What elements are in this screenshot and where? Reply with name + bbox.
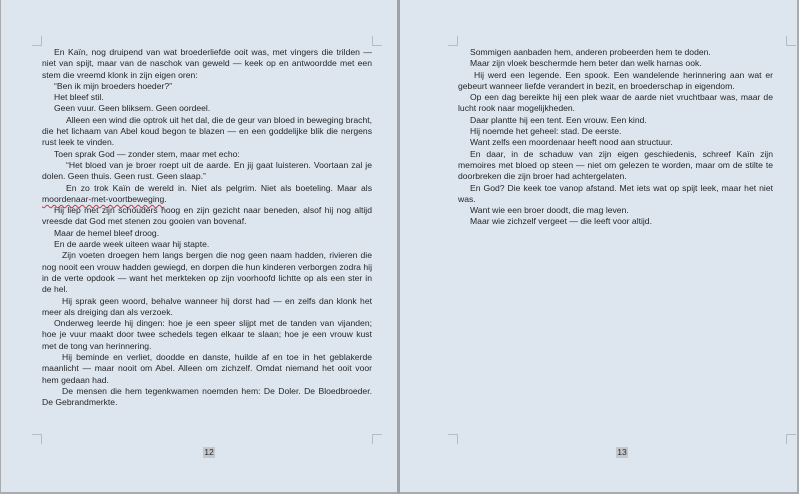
paragraph: Alleen een wind die optrok uit het dal, die de geur van bloed in beweging bracht, die het lichaam van Abel koud begon te blazen — en een goddelijke blik die nergens rust leek te vinden. xyxy=(42,114,372,148)
paragraph: Hij beminde en verliet, doodde en danste, huilde af en toe in het geblakerde maanlicht — maar nooit om Abel. Alleen om zichzelf. Omdat niemand het ooit voor hem gedaan had. xyxy=(42,352,372,385)
paragraph xyxy=(42,183,372,206)
crop-mark-bottom-left xyxy=(448,434,458,444)
paragraph: Geen vuur. Geen bliksem. Geen oordeel. xyxy=(54,103,211,114)
paragraph: Want wie een broer doodt, die mag leven. xyxy=(470,205,629,216)
paragraph: Sommigen aanbaden hem, anderen probeerden hem te doden. xyxy=(470,47,711,57)
right-page xyxy=(400,0,797,492)
paragraph: En de aarde week uiteen waar hij stapte. xyxy=(54,239,210,250)
crop-mark-top-right xyxy=(786,36,796,46)
paragraph-text: En zo trok Kaïn de wereld in. Niet als pelgrim. Niet als boeteling. Maar als xyxy=(66,182,372,193)
crop-mark-bottom-left xyxy=(32,434,42,444)
paragraph: Hij werd een legende. Een spook. Een wandelende herinnering aan wat er gebeurt wanneer liefde verandert in bezit, en broederschap in eigendom. xyxy=(458,69,773,91)
paragraph: Maar zijn vloek beschermde hem beter dan welk harnas ook. xyxy=(470,58,702,69)
paragraph: Daar plantte hij een tent. Een vrouw. Een kind. xyxy=(470,114,647,125)
paragraph: Zijn voeten droegen hem langs bergen die nog geen naam hadden, rivieren die nog nooit een vrouw hadden gewiegd, en dorpen die hun kinderen verborgen zodra hij in de verte opdook — want het merkteken op zijn voorhoofd lichtte op als een ster in de hel. xyxy=(42,250,372,295)
left-page-text xyxy=(42,47,372,409)
paragraph: En daar, in de schaduw van zijn eigen geschiedenis, schreef Kaïn zijn memoires met bloed op steen — niet om gelezen te worden, maar om de stilte te doorbreken die zijn broer had achtergelaten. xyxy=(458,148,773,182)
crop-mark-top-left xyxy=(448,36,458,46)
paragraph: “Ben ik mijn broeders hoeder?” xyxy=(54,80,172,91)
paragraph: Op een dag bereikte hij een plek waar de aarde niet vruchtbaar was, maar de lucht rook naar mogelijkheden. xyxy=(458,92,773,114)
paragraph: Want zelfs een moordenaar heeft nood aan structuur. xyxy=(470,137,673,148)
paragraph: Onderweg leerde hij dingen: hoe je een speer slijpt met de tanden van vijanden; hoe je vuur maakt door twee schedels tegen elkaar te slaan; hoe je een vrouw kust met de tong van herinnering. xyxy=(42,318,372,351)
paragraph: Hij liep met zijn schouders hoog en zijn gezicht naar beneden, alsof hij nog altijd vreesde dat God met stenen zou gooien van bovenaf. xyxy=(42,205,372,227)
paragraph: Hij sprak geen woord, behalve wanneer hij dorst had — en zelfs dan klonk het meer als dreiging dan als verzoek. xyxy=(42,295,372,317)
left-page xyxy=(1,0,397,492)
page-number: 12 xyxy=(204,447,214,457)
spellcheck-underlined-word[interactable]: moordenaar-met-voortbeweging xyxy=(42,193,165,204)
paragraph: Maar wie zichzelf vergeet — die leeft voor altijd. xyxy=(470,216,652,227)
crop-mark-top-left xyxy=(32,36,42,46)
crop-mark-top-right xyxy=(372,36,382,46)
page-number: 13 xyxy=(617,447,627,457)
paragraph: Maar de hemel bleef droog. xyxy=(54,227,160,238)
paragraph: En God? Die keek toe vanop afstand. Met iets wat op spijt leek, maar het niet was. xyxy=(458,182,773,204)
right-page-text xyxy=(458,47,773,228)
paragraph: Toen sprak God — zonder stem, maar met echo: xyxy=(54,148,240,159)
crop-mark-bottom-right xyxy=(786,434,796,444)
paragraph: Het bleef stil. xyxy=(54,92,104,103)
crop-mark-bottom-right xyxy=(372,434,382,444)
paragraph: “Het bloed van je broer roept uit de aarde. En jij gaat luisteren. Voortaan zal je dolen. Geen thuis. Geen rust. Geen slaap.” xyxy=(42,159,372,182)
paragraph: Hij noemde het geheel: stad. De eerste. xyxy=(470,126,622,137)
paragraph: De mensen die hem tegenkwamen noemden hem: De Doler. De Bloedbroeder. De Gebrandmerkte. xyxy=(42,385,372,408)
paragraph-text: . xyxy=(164,193,167,204)
paragraph: En Kaïn, nog druipend van wat broederliefde ooit was, met vingers die trilden — niet van spijt, maar van de naschok van geweld — keek op en antwoordde met een stem die vreemd klonk in zijn eigen oren: xyxy=(42,47,372,80)
